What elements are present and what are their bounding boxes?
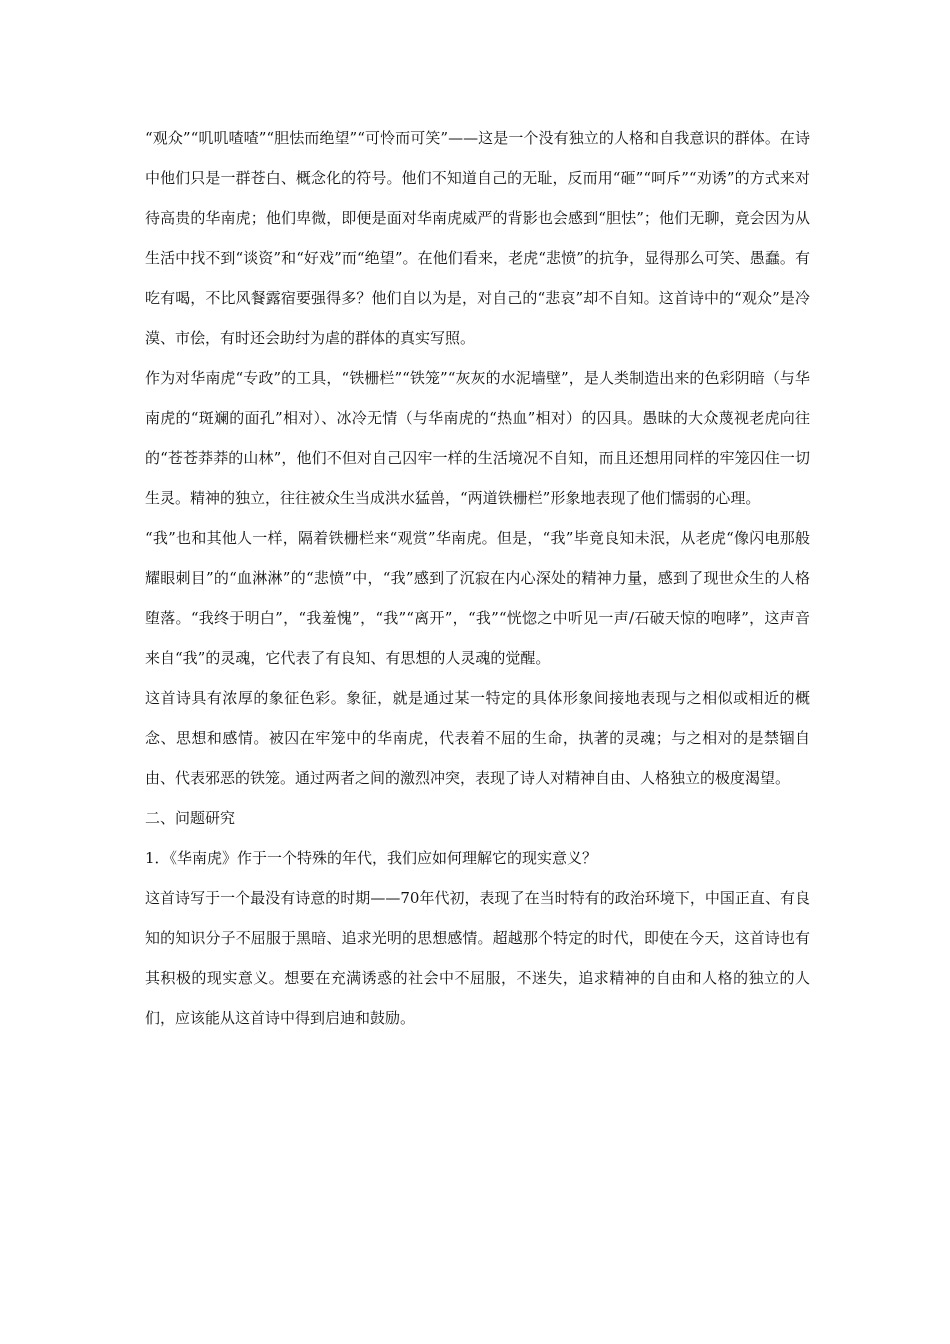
section-heading: 二、问题研究 xyxy=(145,809,236,827)
answer-1: 这首诗写于一个最没有诗意的时期——70年代初，表现了在当时特有的政治环境下，中国正直、有良知的知识分子不屈服于黑暗、追求光明的思想感情。超越那个特定的时代，即使在今天，这首诗也有其积极的现实意义。想要在充满诱惑的社会中不屈服，不迷失，追求精神的自由和人格的独立的人们，应该能从这首诗中得到启迪和鼓励。 xyxy=(145,889,810,1027)
paragraph-symbolism: 这首诗具有浓厚的象征色彩。象征，就是通过某一特定的具体形象间接地表现与之相似或相近的概念、思想和感情。被囚在牢笼中的华南虎，代表着不屈的生命，执著的灵魂；与之相对的是禁锢自由、代表邪恶的铁笼。通过两者之间的激烈冲突，表现了诗人对精神自由、人格独立的极度渴望。 xyxy=(145,689,810,787)
paragraph-audience: “观众”“叽叽喳喳”“胆怯而绝望”“可怜而可笑”——这是一个没有独立的人格和自我意识的群体。在诗中他们只是一群苍白、概念化的符号。他们不知道自己的无耻，反而用“砸”“呵斥”“劝诱”的方式来对待高贵的华南虎；他们卑微，即便是面对华南虎威严的背影也会感到“胆怯”；他们无聊，竟会因为从生活中找不到“谈资”和“好戏”而“绝望”。在他们看来，老虎“悲愤”的抗争，显得那么可笑、愚蠢。有吃有喝，不比风餐露宿要强得多？他们自以为是，对自己的“悲哀”却不自知。这首诗中的“观众”是冷漠、市侩，有时还会助纣为虐的群体的真实写照。 xyxy=(145,129,810,347)
paragraph-iron-cage: 作为对华南虎“专政”的工具，“铁栅栏”“铁笼”“灰灰的水泥墙壁”，是人类制造出来的色彩阴暗（与华南虎的“斑斓的面孔”相对）、冰冷无情（与华南虎的“热血”相对）的囚具。愚昧的大众蔑视老虎向往的“苍苍莽莽的山林”，他们不但对自己囚牢一样的生活境况不自知，而且还想用同样的牢笼囚住一切生灵。精神的独立，往往被众生当成洪水猛兽，“两道铁栅栏”形象地表现了他们懦弱的心理。 xyxy=(145,369,810,507)
question-1: 1．《华南虎》作于一个特殊的年代，我们应如何理解它的现实意义？ xyxy=(145,849,598,867)
document-body xyxy=(145,118,810,1038)
paragraph-narrator: “我”也和其他人一样，隔着铁栅栏来“观赏”华南虎。但是，“我”毕竟良知未泯，从老虎“像闪电那般耀眼刺目”的“血淋淋”的“悲愤”中，“我”感到了沉寂在内心深处的精神力量，感到了现世众生的人格堕落。“我终于明白”，“我羞愧”，“我”“离开”，“我”“恍惚之中听见一声/石破天惊的咆哮”，这声音来自“我”的灵魂，它代表了有良知、有思想的人灵魂的觉醒。 xyxy=(145,529,810,667)
